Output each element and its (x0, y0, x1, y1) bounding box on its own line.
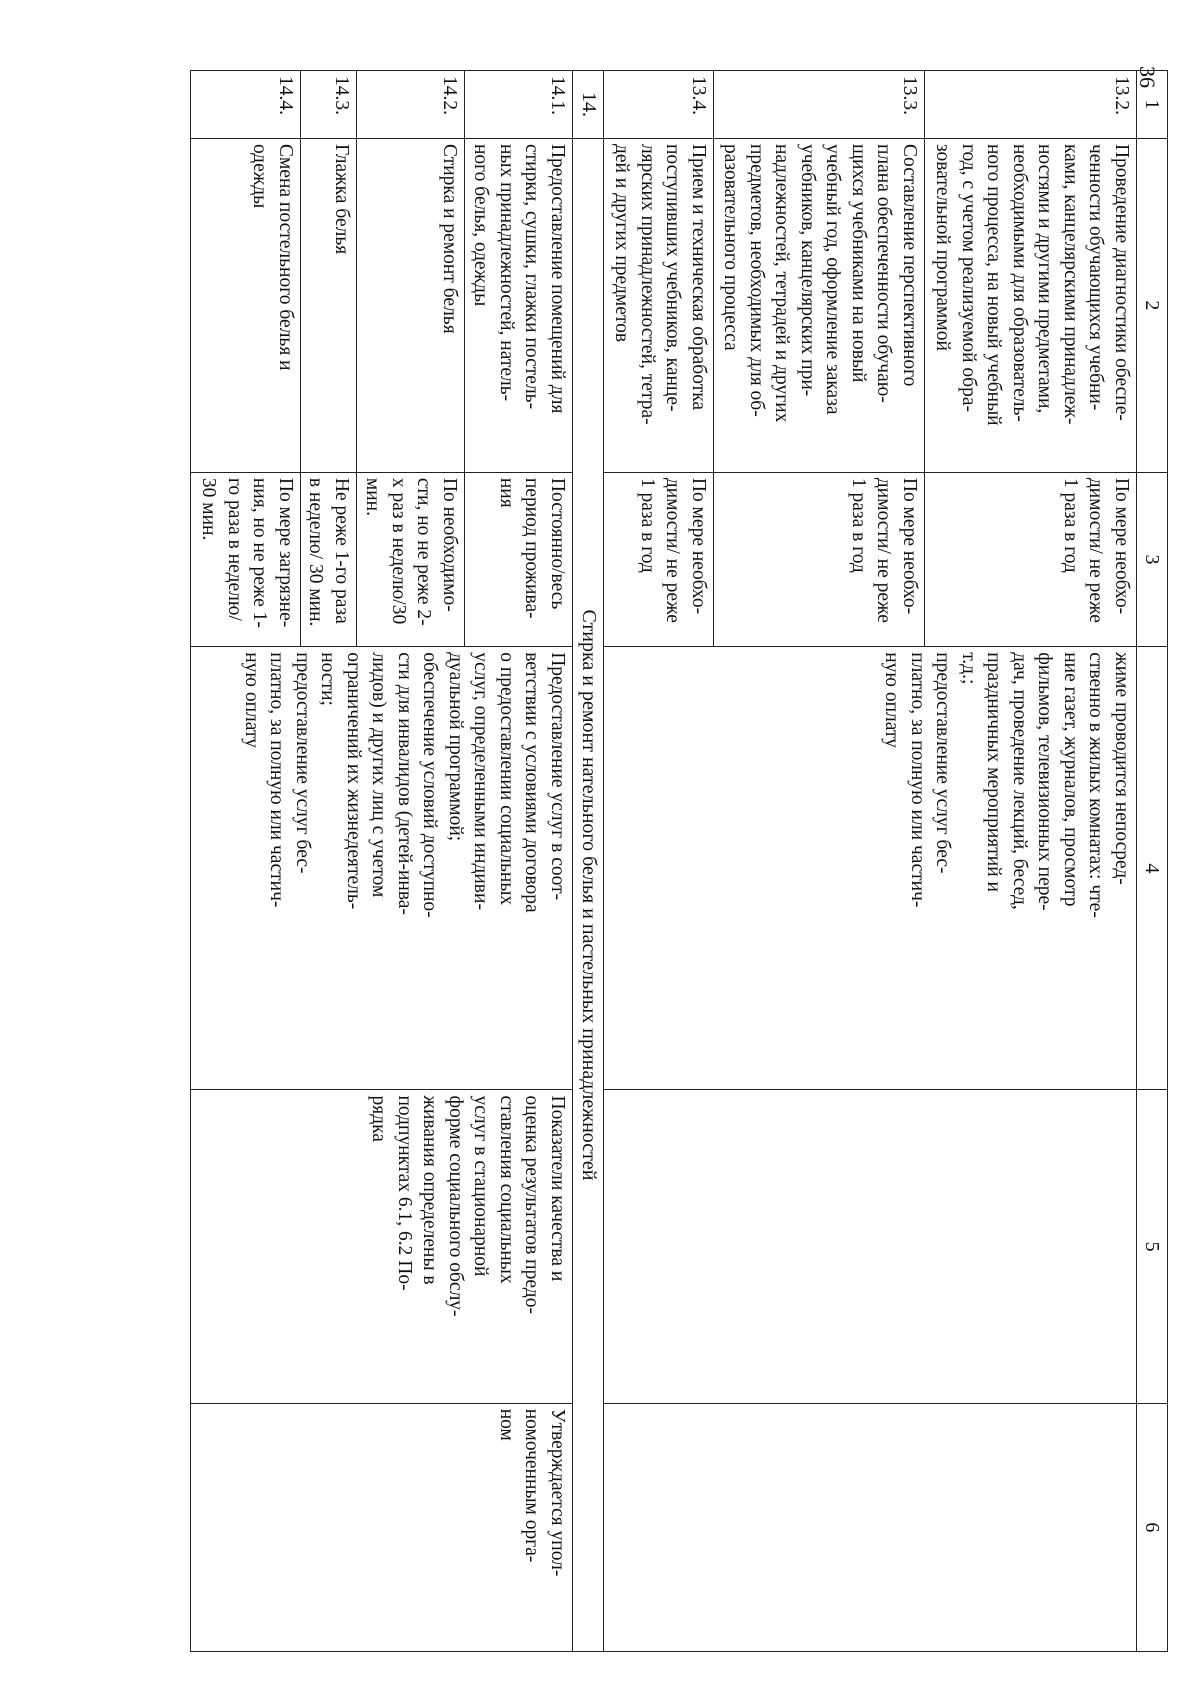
text-line: ставления социальных (496, 1095, 517, 1284)
text-line: го раза в неделю/ (224, 477, 245, 621)
text-line: 1 раза в год (1060, 477, 1081, 573)
text-line: дуальной программой; (445, 652, 466, 842)
text-line: 1 раза в год (637, 477, 658, 573)
service-name (925, 138, 1137, 472)
text-line: Стирка и ремонт белья (439, 143, 460, 334)
text-line: необходимыми для образователь- (1009, 143, 1030, 422)
text-line: сти для инвалидов (детей-инва- (394, 652, 415, 915)
service-period (604, 472, 714, 646)
text-line: ную оплату (881, 652, 903, 748)
text-line: год, с учетом реализуемой обра- (958, 143, 979, 412)
column-header-2: 2 (1137, 138, 1168, 472)
text-line: живания определены в (419, 1095, 441, 1285)
text-line: надлежностей, тетрадей и других (771, 143, 793, 423)
text-line: По мере загрязне- (275, 477, 296, 628)
column-header-4: 4 (1137, 647, 1168, 1090)
text-line: 30 мин. (198, 477, 220, 541)
service-period (191, 472, 301, 646)
text-line: праздничных мероприятий и (983, 652, 1005, 892)
text-line: зовательной программой (932, 143, 954, 351)
text-line: Составление перспективного (899, 143, 920, 387)
service-period (925, 472, 1137, 646)
text-line: т.д.; (958, 652, 979, 685)
text-line: Утверждается упол- (547, 1408, 568, 1577)
service-name (714, 138, 925, 472)
quality-indicators (604, 1090, 1137, 1403)
service-name (465, 138, 573, 472)
text-line: лидов) и других лиц с учетом (368, 652, 390, 898)
service-name (191, 138, 301, 472)
service-conditions (604, 647, 1137, 1090)
text-line: ного процесса, на новый учебный (983, 143, 1005, 426)
text-line: Постоянно/весь (547, 477, 568, 610)
text-line: Глажка белья (331, 143, 352, 255)
row-number: 13.2. (925, 71, 1137, 139)
row-number: 14.2. (357, 71, 465, 139)
quality-indicators (191, 1090, 573, 1403)
text-line: лярских принадлежностей, тетра- (637, 143, 658, 425)
text-line: димости/ не реже (662, 477, 684, 623)
services-table (190, 70, 1168, 1652)
text-line: дей и других предметов (611, 143, 633, 343)
section-row (573, 71, 604, 1652)
text-line: поступивших учебников, канце- (662, 143, 684, 412)
text-line: рядка (368, 1095, 390, 1142)
text-line: платно, за полную или частич- (907, 652, 928, 908)
text-line: По мере необхо- (688, 477, 709, 615)
text-line: фильмов, телевизионных пере- (1034, 652, 1056, 911)
table-row (925, 71, 1137, 1652)
text-line: Предоставление услуг в соот- (547, 652, 568, 901)
text-line: Прием и техническая обработка (688, 143, 709, 411)
approval-note (604, 1403, 1137, 1651)
text-line: мин. (362, 477, 384, 516)
text-line: Предоставление помещений для (547, 143, 568, 414)
service-name (604, 138, 714, 472)
text-line: о предоставлении социальных (496, 652, 517, 906)
text-line: платно, за полную или частич- (266, 652, 288, 908)
text-line: Показатели качества и (547, 1095, 568, 1282)
text-line: учебников, канцелярских при- (797, 143, 818, 397)
service-conditions (191, 647, 573, 1090)
text-line: предоставление услуг бес- (292, 652, 313, 874)
section-title: Стирка и ремонт нательного белья и пастельных принадлежностей (573, 138, 604, 1651)
service-period (357, 472, 465, 646)
text-line: подпунктах 6.1, 6.2 По- (394, 1095, 415, 1291)
text-line: ственно в жилых комнатах: чте- (1085, 652, 1107, 918)
text-line: период прожива- (521, 477, 543, 619)
text-line: дач, проведение лекций, бесед, (1009, 652, 1030, 910)
text-line: ние газет, журналов, просмотр (1060, 652, 1081, 907)
text-line: ния (496, 477, 517, 508)
service-period (465, 472, 573, 646)
text-line: учебный год, оформление заказа (822, 143, 844, 415)
service-name (357, 138, 465, 472)
text-line: х раз в неделю/30 (388, 477, 409, 625)
text-line: ном (496, 1408, 517, 1441)
column-header-3: 3 (1137, 472, 1168, 646)
text-line: разовательного процесса (720, 143, 742, 351)
text-line: По мере необхо- (899, 477, 920, 615)
text-line: ния, но не реже 1- (249, 477, 271, 628)
text-line: услуг, определенными индиви- (470, 652, 492, 910)
text-line: ных принадлежностей, натель- (496, 143, 517, 402)
text-line: ности; (317, 652, 339, 706)
text-line: в неделю/ 30 мин. (305, 477, 327, 627)
text-line: жиме проводится непосред- (1111, 652, 1132, 885)
text-line: ками, канцелярскими принадлеж- (1060, 143, 1081, 425)
page-number: 36 (1135, 66, 1160, 88)
text-line: ветствии с условиями договора (521, 652, 543, 913)
text-line: ченности обучающихся учебни- (1085, 143, 1107, 411)
text-line: предметов, необходимых для об- (746, 143, 767, 417)
text-line: ную оплату (241, 652, 262, 748)
text-line: димости/ не реже (1085, 477, 1107, 623)
text-line: ного белья, одежды (470, 143, 492, 307)
text-line: стирки, сушки, глажки постель- (521, 143, 543, 410)
column-header-6: 6 (1137, 1403, 1168, 1651)
row-number: 14.1. (465, 71, 573, 139)
rotated-table-container (91, 70, 1168, 1652)
text-line: Не реже 1-го раза (331, 477, 352, 624)
text-line: По мере необхо- (1111, 477, 1132, 615)
text-line: услуг в стационарной (470, 1095, 492, 1277)
header-row (1137, 71, 1168, 1652)
text-line: номоченным орга- (521, 1408, 543, 1563)
text-line: Проведение диагностики обеспе- (1111, 143, 1132, 421)
text-line: ограничений их жизнедеятель- (343, 652, 364, 910)
row-number: 13.4. (604, 71, 714, 139)
column-header-1: 1 (1137, 71, 1168, 139)
service-period (714, 472, 925, 646)
service-period (301, 472, 357, 646)
row-number: 14.4. (191, 71, 301, 139)
table-row (465, 71, 573, 1652)
text-line: сти, но не реже 2- (413, 477, 435, 626)
text-line: плана обеспеченности обучаю- (873, 143, 895, 403)
text-line: димости/ не реже (873, 477, 895, 623)
text-line: ностями и другими предметами, (1034, 143, 1056, 414)
section-number: 14. (573, 71, 604, 139)
text-line: 1 раза в год (848, 477, 869, 573)
text-line: Смена постельного белья и (275, 143, 296, 371)
text-line: оценка результатов предо- (521, 1095, 543, 1314)
row-number: 14.3. (301, 71, 357, 139)
text-line: предоставление услуг бес- (932, 652, 954, 874)
text-line: одежды (249, 143, 271, 209)
text-line: обеспечение условий доступно- (419, 652, 441, 918)
column-header-5: 5 (1137, 1090, 1168, 1403)
text-line: форме социального обслу- (445, 1095, 466, 1317)
row-number: 13.3. (714, 71, 925, 139)
approval-note (191, 1403, 573, 1651)
service-name (301, 138, 357, 472)
text-line: По необходимо- (439, 477, 460, 612)
text-line: щихся учебниками на новый (848, 143, 869, 383)
